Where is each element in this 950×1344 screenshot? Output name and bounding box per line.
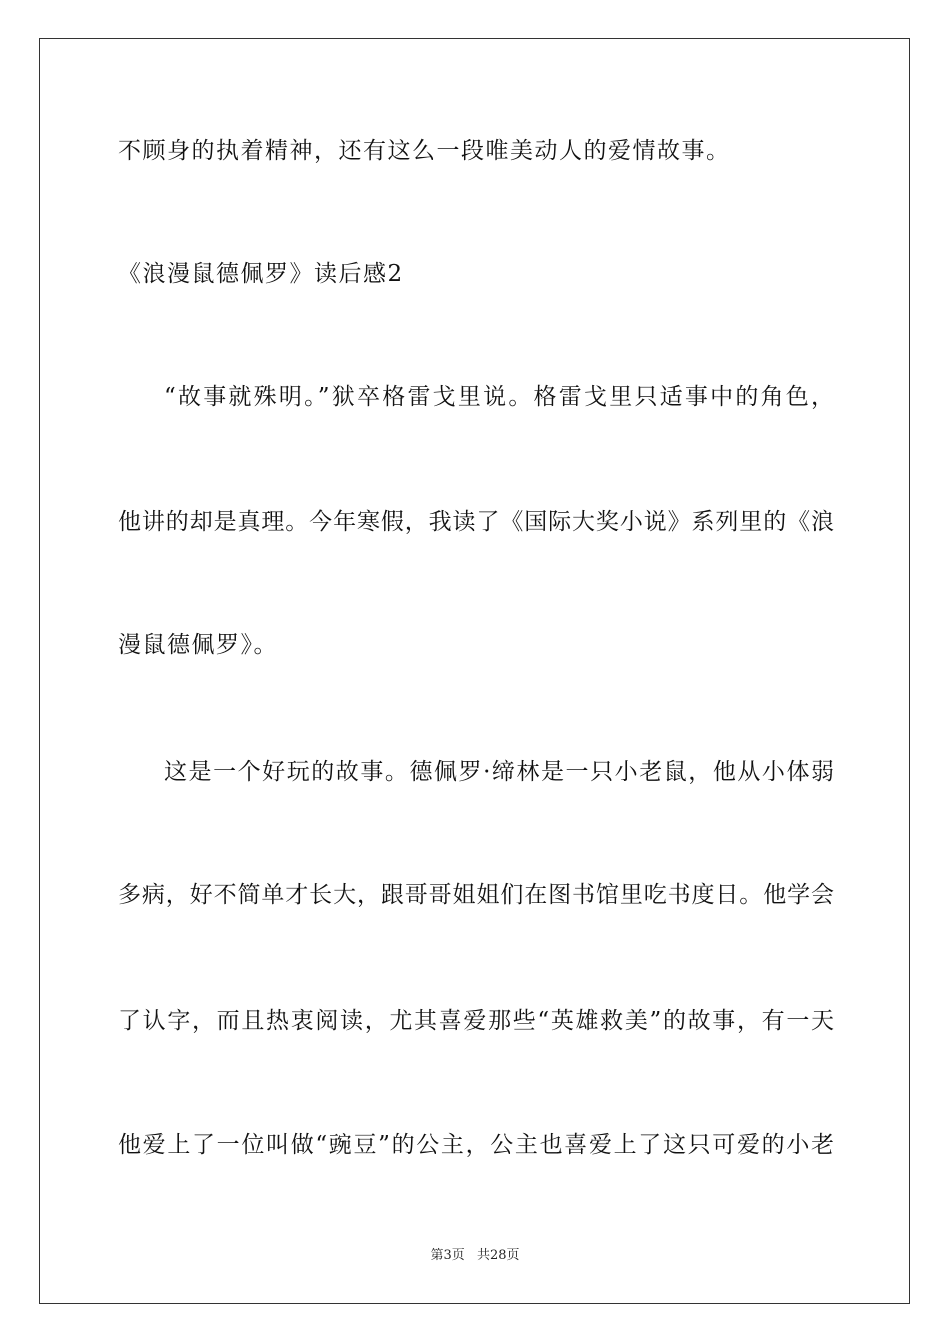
paragraph-line: 了认字，而且热衷阅读，尤其喜爱那些“英雄救美”的故事，有一天 bbox=[118, 1008, 834, 1034]
page-total: 共28页 bbox=[476, 1248, 520, 1263]
paragraph-line: 多病，好不简单才长大，跟哥哥姐姐们在图书馆里吃书度日。他学会 bbox=[118, 882, 834, 908]
page-number: 第3页 bbox=[430, 1248, 465, 1263]
paragraph-line: “故事就殊明。”狱卒格雷戈里说。格雷戈里只适事中的角色， bbox=[164, 384, 834, 410]
paragraph-line: 不顾身的执着精神，还有这么一段唯美动人的爱情故事。 bbox=[118, 138, 731, 164]
section-heading: 《浪漫鼠德佩罗》读后感2 bbox=[118, 261, 404, 287]
page-border bbox=[39, 38, 910, 1304]
paragraph-line: 漫鼠德佩罗》。 bbox=[118, 632, 278, 658]
page-footer bbox=[0, 1247, 950, 1265]
paragraph-line: 这是一个好玩的故事。德佩罗·缔林是一只小老鼠，他从小体弱 bbox=[164, 759, 834, 785]
paragraph-line: 他爱上了一位叫做“豌豆”的公主，公主也喜爱上了这只可爱的小老 bbox=[118, 1132, 834, 1158]
paragraph-line: 他讲的却是真理。今年寒假，我读了《国际大奖小说》系列里的《浪 bbox=[118, 509, 834, 535]
